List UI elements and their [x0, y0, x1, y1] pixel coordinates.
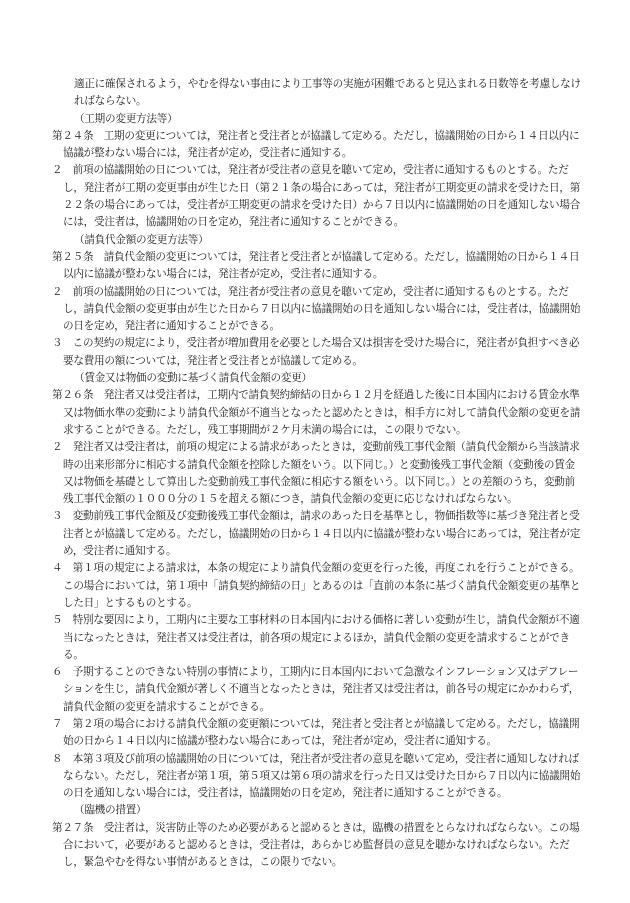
article-caption: （賃金又は物価の変動に基づく請負代金額の変更） — [74, 372, 312, 385]
article-paragraph: 第２５条 請負代金額の変更については，発注者と受注者とが協議して定める。ただし，協議開始の日から１４日以内に協議が整わない場合には，発注者が定め，受注者に通知する。 — [52, 250, 580, 281]
numbered-paragraph: ６ 予期することのできない特別の事情により，工期内に日本国内において急激なインフレーション又はデフレーションを生じ，請負代金額が著しく不適当となったときは，発注者又は受注者は，前各号の規定にかかわらず，請負代金額の変更を請求することができる。 — [52, 666, 580, 713]
numbered-paragraph: ２ 前項の協議開始の日については，発注者が受注者の意見を聴いて定め，受注者に通知するものとする。ただし，請負代金額の変更事由が生じた日から７日以内に協議開始の日を通知しない場合には，受注者は，協議開始の日を定め，発注者に通知することができる。 — [52, 285, 581, 333]
numbered-paragraph: ２ 前項の協議開始の日については，発注者が受注者の意見を聴いて定め，受注者に通知するものとする。ただし，発注者が工期の変更事由が生じた日（第２１条の場合にあっては，発注者が工期変更の請求を受けた日，第２２条の場合にあっては，受注者が工期変更の請求を受けた日）から７日以内に協議開始の日を通知しない場合には，受注者は，協議開始の日を定め，発注者に通知することができる。 — [52, 164, 581, 229]
numbered-paragraph: ４ 第１項の規定による請求は，本条の規定により請負代金額の変更を行った後，再度これを行うことができる。この場合においては，第１項中「請負契約締結の日」とあるのは「直前の本条に基づく請負代金額変更の基準とした日」とするものとする。 — [52, 562, 581, 609]
numbered-paragraph: ７ 第２項の場合における請負代金額の変更額については，発注者と受注者とが協議して定める。ただし，協議開始の日から１４日以内に協議が整わない場合にあっては，発注者が定め，受注者に通知する。 — [52, 717, 580, 748]
article-caption: （工期の変更方法等） — [74, 112, 178, 125]
numbered-paragraph: ５ 特別な要因により，工期内に主要な工事材料の日本国内における価格に著しい変動が生じ，請負代金額が不適当になったときは，発注者又は受注者は，前各項の規定によるほか，請負代金額の変更を請求することができる。 — [52, 614, 580, 661]
article-caption: （臨機の措置） — [74, 804, 147, 817]
article-caption: （請負代金額の変更方法等） — [74, 233, 209, 246]
numbered-paragraph: ８ 本第３項及び前項の協議開始の日については，発注者が受注者の意見を聴いて定め，受注者に通知しなければならない。ただし，発注者が第１項，第５項又は第６項の請求を行った日又は受けた日から７日以内に協議開始の日を通知しない場合には，受注者は，協議開始の日を定め，発注者に通知することができる。 — [52, 752, 581, 800]
article-paragraph: 第２６条 発注者又は受注者は，工期内で請負契約締結の日から１２月を経過した後に日本国内における賃金水準又は物価水準の変動により請負代金額が不適当となったと認めたときは，相手方に対して請負代金額の変更を請求することができる。ただし，残工事期間が２ケ月未満の場合には，この限りでない。 — [52, 389, 581, 436]
numbered-paragraph: ２ 発注者又は受注者は，前項の規定による請求があったときは，変動前残工事代金額（請負代金額から当該請求時の出来形部分に相応する請負代金額を控除した額をいう。以下同じ。）と変動後残工事代金額（変動後の賃金又は物価を基礎として算出した変動前残工事代金額に相応する額をいう。以下同じ。）との差額のうち，変動前残工事代金額の１０００分の１５を超える額につき，請負代金額の変更に応じなければならない。 — [52, 441, 580, 506]
continued-paragraph: 適正に確保されるよう，やむを得ない事由により工事等の実施が困難であると見込まれる日数等を考慮しなければならない。 — [74, 78, 581, 108]
document-body — [52, 76, 582, 872]
numbered-paragraph: ３ この契約の規定により，受注者が増加費用を必要とした場合又は損害を受けた場合に，発注者が負担すべき必要な費用の額については，発注者と受注者とが協議して定める。 — [52, 337, 580, 367]
article-paragraph: 第２７条 受注者は，災害防止等のため必要があると認めるときは，臨機の措置をとらなければならない。この場合において，必要があると認めるときは，受注者は，あらかじめ監督員の意見を聴かなければならない。ただし，緊急やむを得ない事情があるときは，この限りでない。 — [52, 821, 580, 869]
numbered-paragraph: ３ 変動前残工事代金額及び変動後残工事代金額は，請求のあった日を基準とし，物価指数等に基づき発注者と受注者とが協議して定める。ただし，協議開始の日から１４日以内に協議が整わない場合にあっては，発注者が定め，受注者に通知する。 — [52, 510, 581, 558]
article-paragraph: 第２４条 工期の変更については，発注者と受注者とが協議して定める。ただし，協議開始の日から１４日以内に協議が整わない場合には，発注者が定め，受注者に通知する。 — [52, 129, 580, 160]
